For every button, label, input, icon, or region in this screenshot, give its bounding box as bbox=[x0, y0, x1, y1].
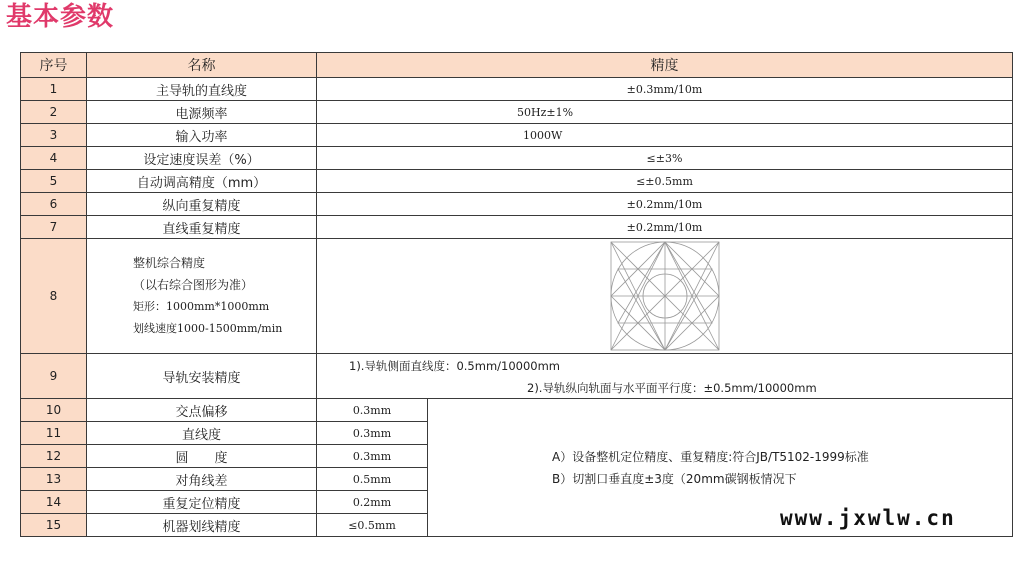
page-title: 基本参数 bbox=[6, 2, 115, 32]
table-row bbox=[21, 193, 1013, 216]
row-index: 11 bbox=[21, 422, 87, 445]
row-index: 3 bbox=[21, 124, 87, 147]
row-name: 自动调高精度（mm） bbox=[87, 170, 317, 193]
header-name: 名称 bbox=[87, 53, 317, 78]
site-watermark: www.jxwlw.cn bbox=[780, 506, 956, 530]
row-index: 1 bbox=[21, 78, 87, 101]
row-value: 0.5mm bbox=[317, 468, 428, 491]
row-value: ±0.2mm/10m bbox=[317, 216, 1013, 239]
rail-line-2: 2).导轨纵向轨面与水平面平行度：±0.5mm/10000mm bbox=[527, 381, 817, 395]
table-row bbox=[21, 147, 1013, 170]
header-accuracy: 精度 bbox=[317, 53, 1013, 78]
table-row bbox=[21, 170, 1013, 193]
composite-line: 整机综合精度 bbox=[133, 256, 206, 270]
composite-line: （以右综合图形为准） bbox=[133, 278, 254, 292]
row-name: 导轨安装精度 bbox=[87, 354, 317, 399]
row-value: 0.3mm bbox=[317, 399, 428, 422]
row-name: 设定速度误差（%） bbox=[87, 147, 317, 170]
row-index: 4 bbox=[21, 147, 87, 170]
row-value: ≤0.5mm bbox=[317, 514, 428, 537]
row-name: 主导轨的直线度 bbox=[87, 78, 317, 101]
row-name: 输入功率 bbox=[87, 124, 317, 147]
row-value: ≤±3% bbox=[317, 147, 1013, 170]
row-index: 14 bbox=[21, 491, 87, 514]
composite-line: 矩形：1000mm*1000mm bbox=[133, 300, 270, 313]
parameter-table bbox=[20, 52, 1013, 537]
table-row bbox=[21, 216, 1013, 239]
row-name: 机器划线精度 bbox=[87, 514, 317, 537]
rail-accuracy-cell bbox=[317, 354, 1013, 399]
row-name: 圆 度 bbox=[87, 445, 317, 468]
table-row-composite bbox=[21, 239, 1013, 354]
row-name: 重复定位精度 bbox=[87, 491, 317, 514]
table-row bbox=[21, 399, 1013, 422]
row-name: 纵向重复精度 bbox=[87, 193, 317, 216]
row-index: 6 bbox=[21, 193, 87, 216]
note-b: B）切割口垂直度±3度（20mm碳钢板情况下 bbox=[552, 471, 797, 486]
row-value: ≤±0.5mm bbox=[317, 170, 1013, 193]
rail-line-1: 1).导轨侧面直线度：0.5mm/10000mm bbox=[349, 359, 561, 373]
row-value: 50Hz±1% bbox=[317, 101, 1013, 124]
row-index: 15 bbox=[21, 514, 87, 537]
row-name: 直线度 bbox=[87, 422, 317, 445]
row-value: 0.3mm bbox=[317, 445, 428, 468]
row-index: 10 bbox=[21, 399, 87, 422]
table-row-rail bbox=[21, 354, 1013, 399]
row-index: 13 bbox=[21, 468, 87, 491]
row-name: 对角线差 bbox=[87, 468, 317, 491]
row-index: 12 bbox=[21, 445, 87, 468]
row-index: 9 bbox=[21, 354, 87, 399]
table-row bbox=[21, 101, 1013, 124]
row-index: 2 bbox=[21, 101, 87, 124]
row-name: 交点偏移 bbox=[87, 399, 317, 422]
header-index: 序号 bbox=[21, 53, 87, 78]
composite-figure-cell bbox=[317, 239, 1013, 354]
row-value: ±0.2mm/10m bbox=[317, 193, 1013, 216]
composite-description bbox=[87, 239, 317, 354]
row-name: 直线重复精度 bbox=[87, 216, 317, 239]
composite-test-pattern-diagram bbox=[609, 240, 721, 352]
row-value: 0.2mm bbox=[317, 491, 428, 514]
row-name: 电源频率 bbox=[87, 101, 317, 124]
note-a: A）设备整机定位精度、重复精度:符合JB/T5102-1999标准 bbox=[552, 449, 869, 464]
row-index: 8 bbox=[21, 239, 87, 354]
table-header-row bbox=[21, 53, 1013, 78]
table-row bbox=[21, 78, 1013, 101]
row-index: 7 bbox=[21, 216, 87, 239]
row-value: ±0.3mm/10m bbox=[317, 78, 1013, 101]
composite-line: 划线速度1000-1500mm/min bbox=[133, 322, 283, 335]
row-value: 1000W bbox=[317, 124, 1013, 147]
row-index: 5 bbox=[21, 170, 87, 193]
table-row bbox=[21, 124, 1013, 147]
row-value: 0.3mm bbox=[317, 422, 428, 445]
